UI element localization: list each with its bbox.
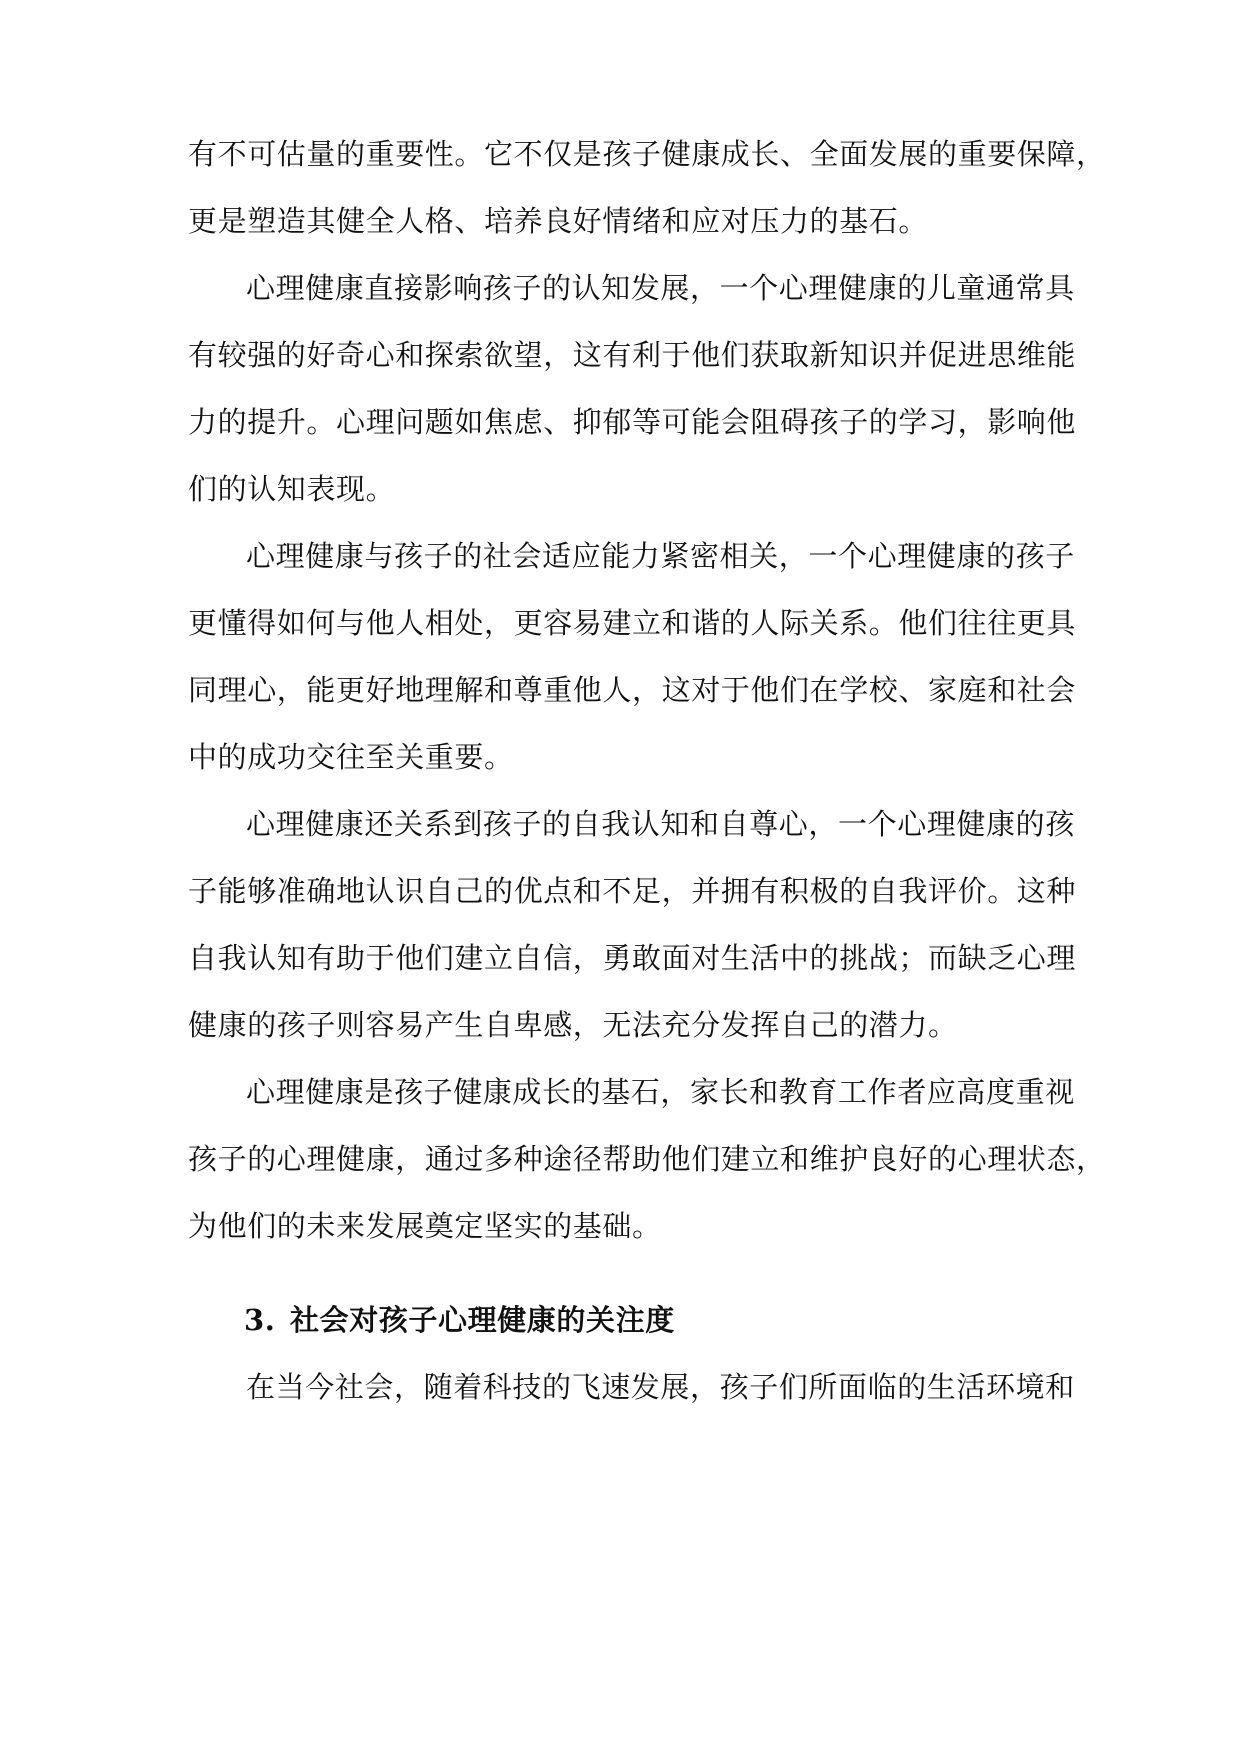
section-number: 3. — [244, 1303, 276, 1337]
text-line: 中的成功交往至关重要。 — [188, 740, 514, 774]
text-line: 为他们的未来发展奠定坚实的基础。 — [188, 1209, 662, 1243]
text-line: 们的认知表现。 — [188, 472, 396, 506]
text-line: 子能够准确地认识自己的优点和不足，并拥有积极的自我评价。这种 — [188, 874, 1077, 908]
text-line: 更是塑造其健全人格、培养良好情绪和应对压力的基石。 — [188, 204, 929, 238]
paragraph-first-line: 心理健康是孩子健康成长的基石，家长和教育工作者应高度重视 — [246, 1075, 1075, 1109]
text-line: 同理心，能更好地理解和尊重他人，这对于他们在学校、家庭和社会 — [188, 673, 1077, 707]
paragraph-first-line: 心理健康还关系到孩子的自我认知和自尊心，一个心理健康的孩 — [246, 807, 1075, 841]
text-line: 有不可估量的重要性。它不仅是孩子健康成长、全面发展的重要保障， — [188, 137, 1106, 171]
paragraph-first-line: 在当今社会，随着科技的飞速发展，孩子们所面临的生活环境和 — [246, 1370, 1075, 1404]
text-line: 自我认知有助于他们建立自信，勇敢面对生活中的挑战；而缺乏心理 — [188, 941, 1077, 975]
section-title: 社会对孩子心理健康的关注度 — [290, 1303, 675, 1337]
paragraph-first-line: 心理健康与孩子的社会适应能力紧密相关，一个心理健康的孩子 — [246, 539, 1075, 573]
paragraph-first-line: 心理健康直接影响孩子的认知发展，一个心理健康的儿童通常具 — [246, 271, 1075, 305]
text-line: 孩子的心理健康，通过多种途径帮助他们建立和维护良好的心理状态， — [188, 1142, 1106, 1176]
text-line: 力的提升。心理问题如焦虑、抑郁等可能会阻碍孩子的学习，影响他 — [188, 405, 1077, 439]
text-line: 有较强的好奇心和探索欲望，这有利于他们获取新知识并促进思维能 — [188, 338, 1077, 372]
text-line: 健康的孩子则容易产生自卑感，无法充分发挥自己的潜力。 — [188, 1008, 958, 1042]
text-line: 更懂得如何与他人相处，更容易建立和谐的人际关系。他们往往更具 — [188, 606, 1077, 640]
section-heading — [244, 1300, 675, 1340]
